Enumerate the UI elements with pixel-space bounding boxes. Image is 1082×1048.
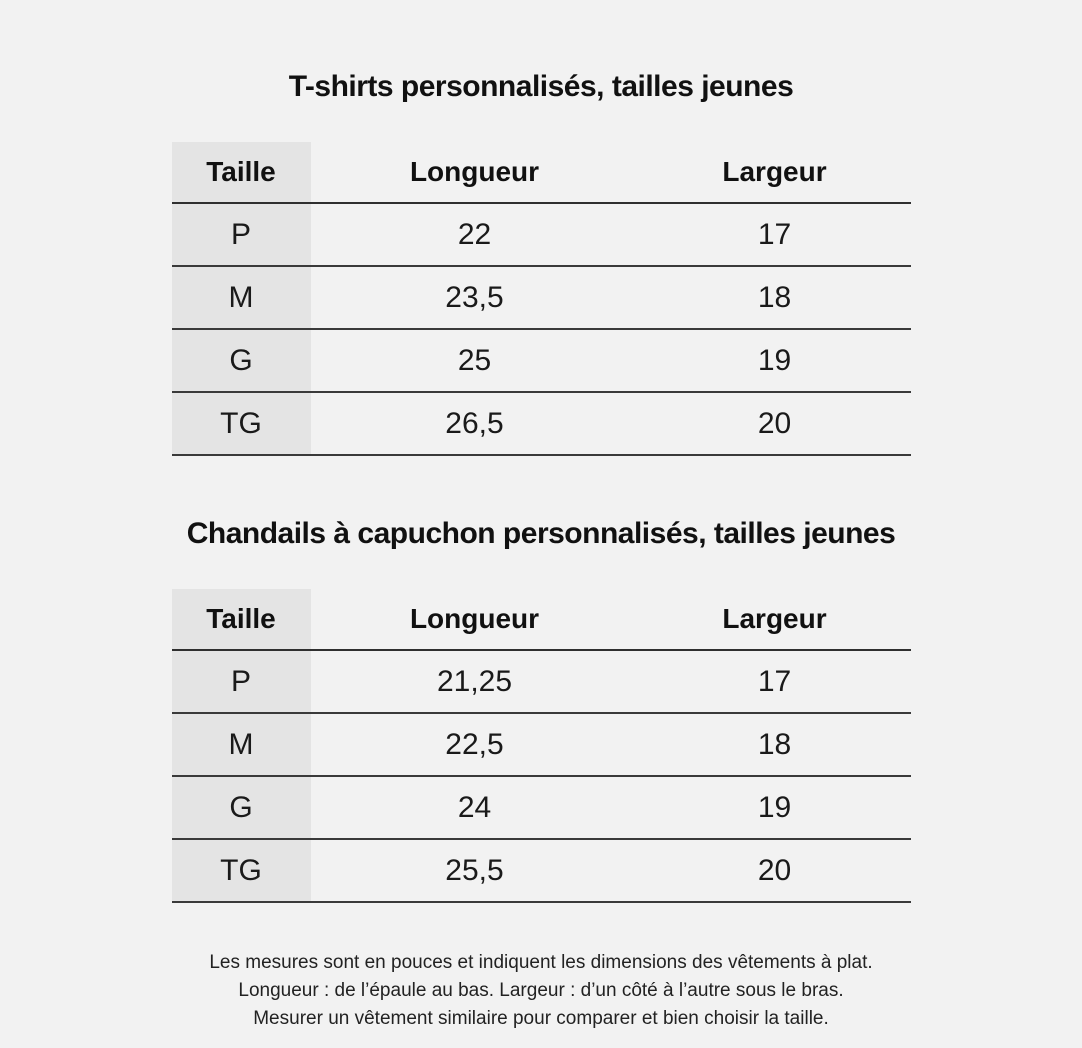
size-label-cell: G (172, 329, 311, 392)
column-header-taille: Taille (172, 589, 311, 650)
tshirts-table-title: T-shirts personnalisés, tailles jeunes (288, 70, 794, 103)
column-header-largeur: Largeur (639, 589, 911, 650)
column-header-largeur: Largeur (639, 142, 911, 203)
table-row (172, 839, 911, 902)
header-row (172, 142, 911, 203)
width-value-cell: 17 (639, 203, 911, 266)
size-label-cell: P (172, 203, 311, 266)
width-value-cell: 18 (639, 266, 911, 329)
note-line-definitions: Longueur : de l’épaule au bas. Largeur : d’un côté à l’autre sous le bras. (238, 980, 844, 1001)
size-label-cell: M (172, 266, 311, 329)
width-value-cell: 17 (639, 650, 911, 713)
table-row (172, 713, 911, 776)
column-header-taille: Taille (172, 142, 311, 203)
header-row (172, 589, 911, 650)
length-value-cell: 23,5 (311, 266, 639, 329)
table-row (172, 203, 911, 266)
size-label-cell: TG (172, 392, 311, 455)
width-value-cell: 20 (639, 392, 911, 455)
size-label-cell: G (172, 776, 311, 839)
length-value-cell: 25 (311, 329, 639, 392)
width-value-cell: 18 (639, 713, 911, 776)
column-header-longueur: Longueur (311, 589, 639, 650)
column-header-longueur: Longueur (311, 142, 639, 203)
size-label-cell: P (172, 650, 311, 713)
width-value-cell: 19 (639, 329, 911, 392)
measurement-notes (0, 949, 1082, 1033)
width-value-cell: 19 (639, 776, 911, 839)
length-value-cell: 21,25 (311, 650, 639, 713)
table-row (172, 392, 911, 455)
length-value-cell: 24 (311, 776, 639, 839)
table-row (172, 650, 911, 713)
length-value-cell: 25,5 (311, 839, 639, 902)
table-row (172, 329, 911, 392)
hoodies-size-table (172, 589, 911, 903)
size-label-cell: M (172, 713, 311, 776)
table-row (172, 266, 911, 329)
length-value-cell: 22,5 (311, 713, 639, 776)
note-line-advice: Mesurer un vêtement similaire pour comparer et bien choisir la taille. (253, 1008, 829, 1029)
length-value-cell: 26,5 (311, 392, 639, 455)
note-line-units: Les mesures sont en pouces et indiquent les dimensions des vêtements à plat. (209, 952, 873, 973)
width-value-cell: 20 (639, 839, 911, 902)
hoodies-table-title: Chandails à capuchon personnalisés, tailles jeunes (186, 517, 896, 550)
tshirts-size-table (172, 142, 911, 456)
length-value-cell: 22 (311, 203, 639, 266)
table-row (172, 776, 911, 839)
size-label-cell: TG (172, 839, 311, 902)
